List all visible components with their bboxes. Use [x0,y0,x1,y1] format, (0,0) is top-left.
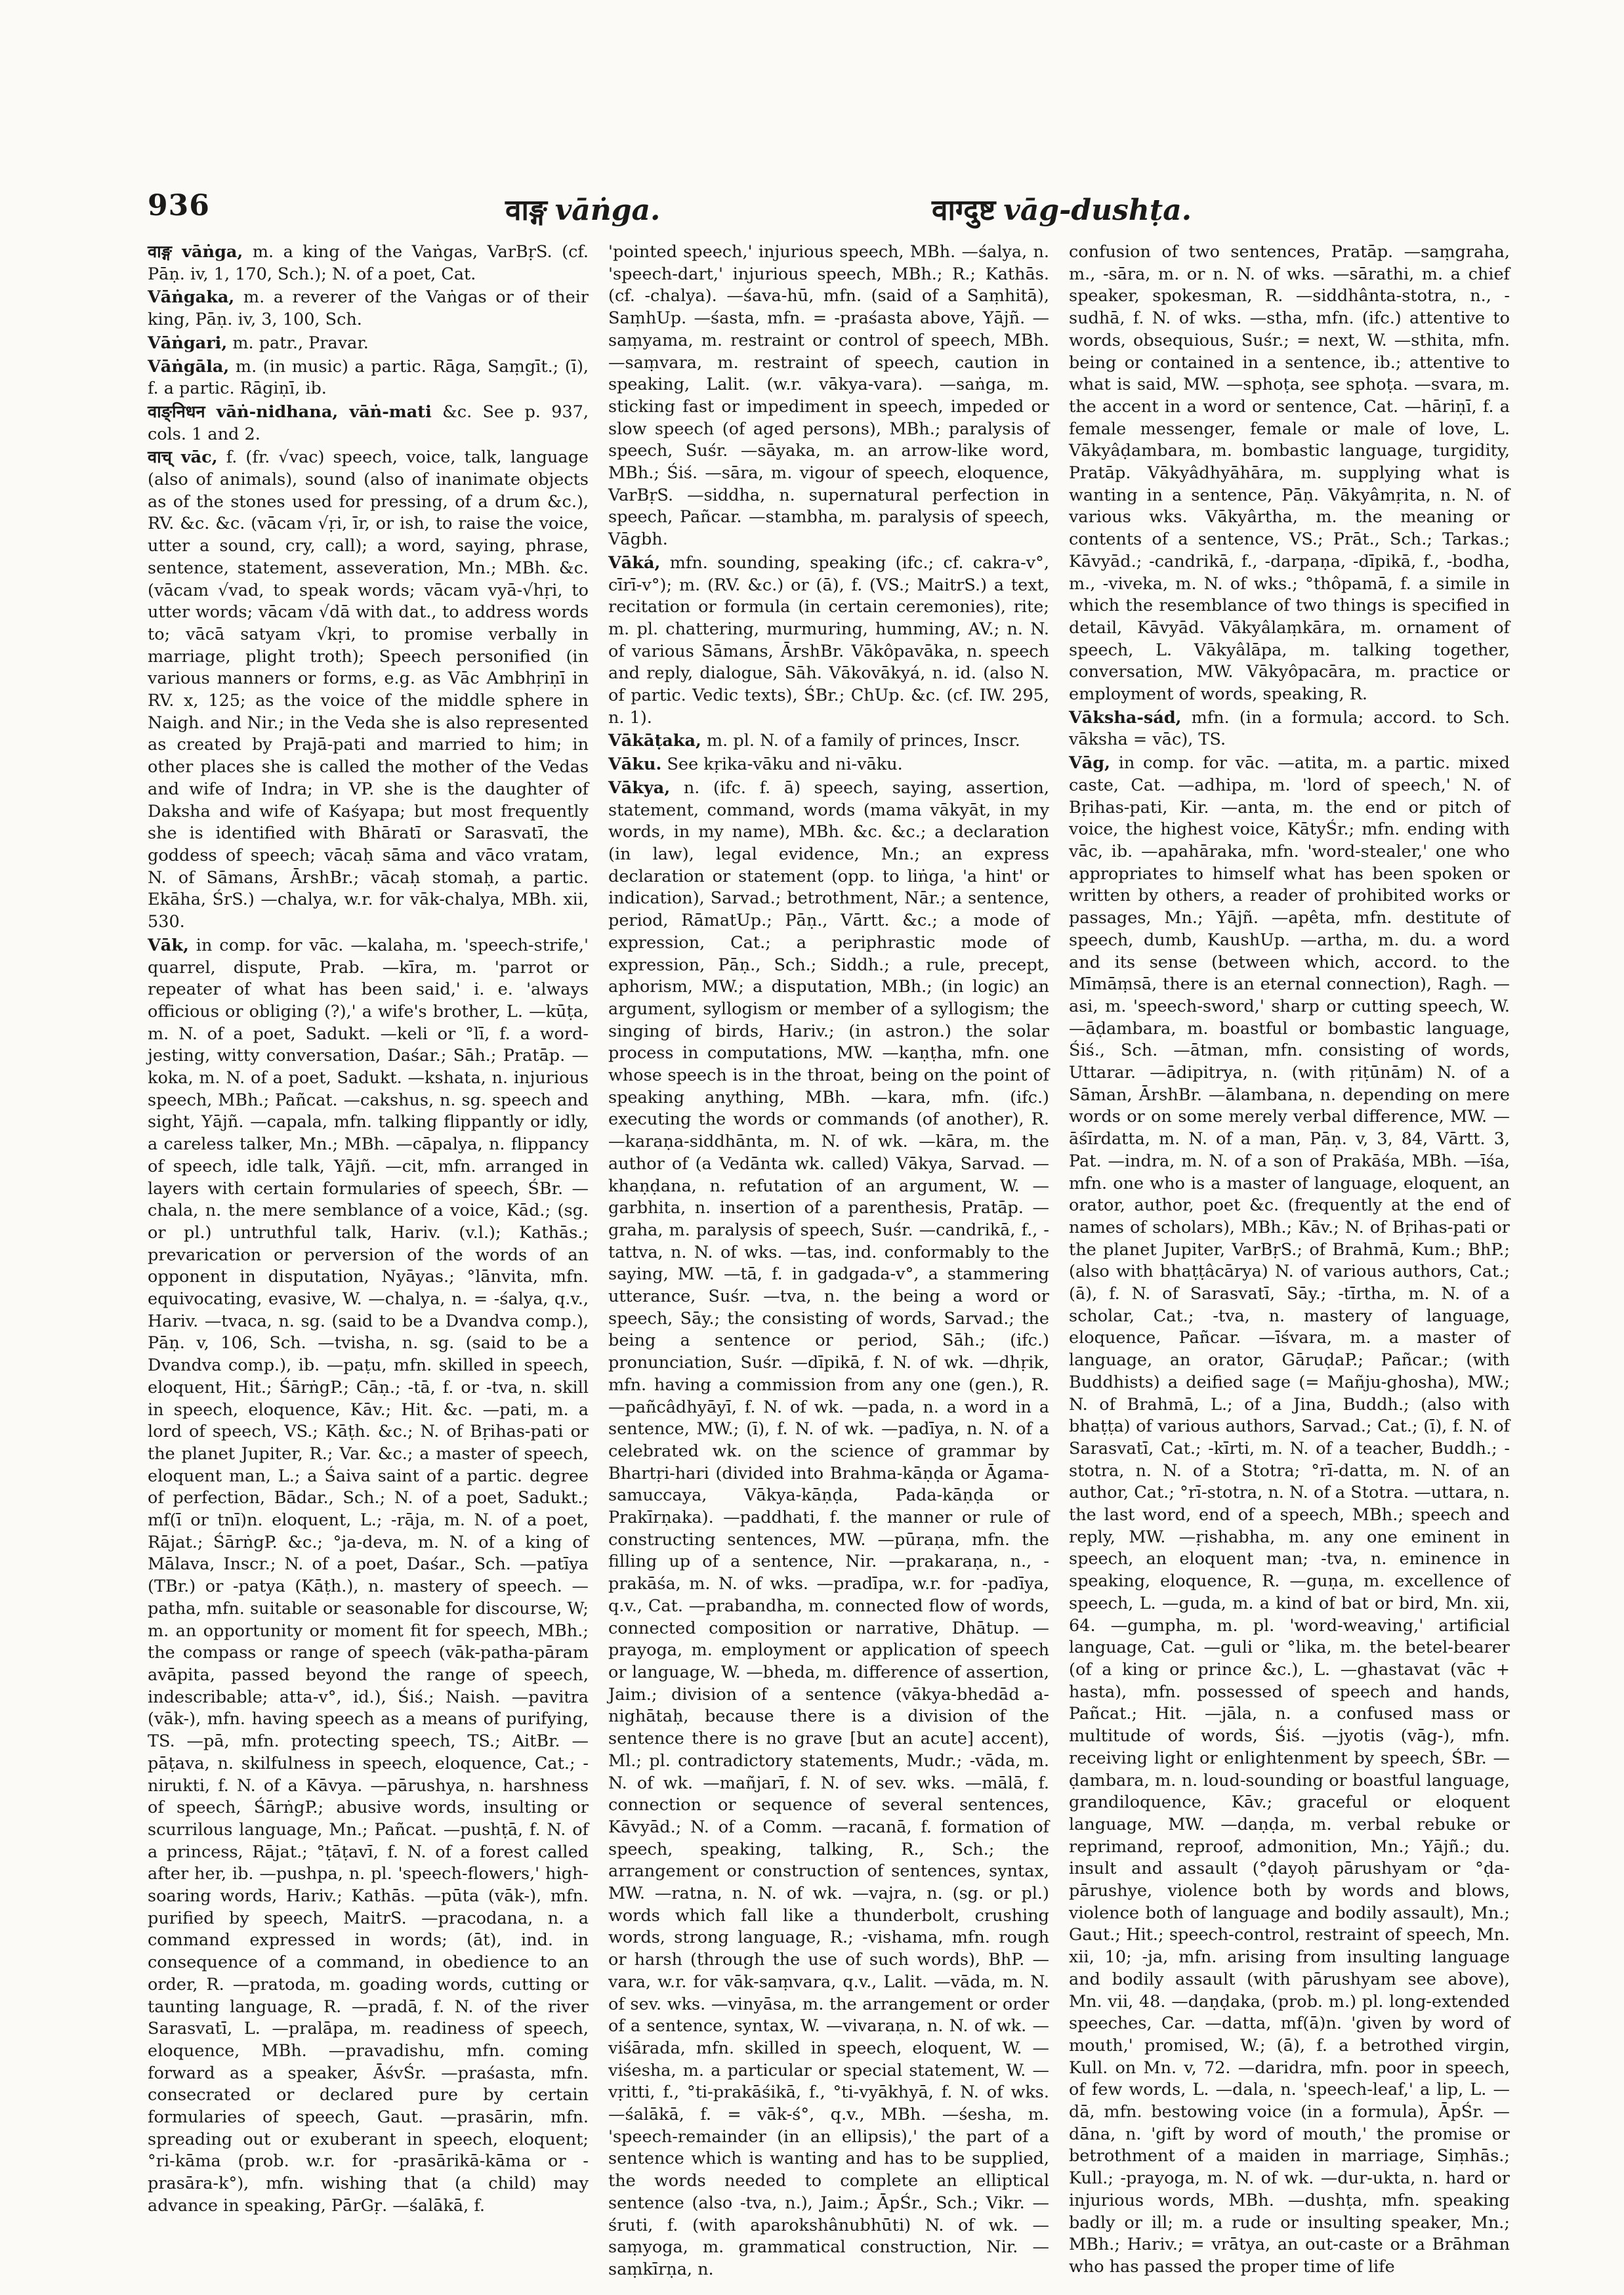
entry-headword: Vāg, [1069,753,1111,774]
entry-definition: 'pointed speech,' injurious speech, MBh. —śalya, n. 'speech-dart,' injurious speech, MBh.; R.; Kathās. (cf. -chalya). —śava-hū, mfn. (said of a Saṃhitā), SaṃhUp. —śasta, mfn. = -praśasta above, Yājñ. —saṃyama, m. restraint or control of speech, MBh. —saṃvara, m. restraint of speech, caution in speaking, Lalit. (w.r. vākya-vara). —saṅga, m. sticking fast or impediment in speech, impeded or slow speech (of aged persons), MBh.; paralysis of speech, Suśr. —sāyaka, m. an arrow-like word, MBh.; Śiś. —sāra, m. vigour of speech, eloquence, VarBṛS. —siddha, n. supernatural perfection in speech, Pañcar. —stambha, m. paralysis of speech, Vāgbh. [608,242,1049,550]
entry-definition: mfn. sounding, speaking (ifc.; cf. cakra-v°, cīrī-v°); m. (RV. &c.) or (ā), f. (VS.; MaitrS.) a text, recitation or formula (in certain ceremonies), rite; m. pl. chattering, murmuring, humming, AV.; n. N. of various Sāmans, ĀrshBr. Vākôpavāka, n. speech and reply, dialogue, Sāh. Vākovākyá, n. id. (also N. of partic. Vedic texts), ŚBr.; ChUp. &c. (cf. IW. 295, n. 1). [608,552,1049,728]
dictionary-entry [608,754,1049,776]
entry-definition: See kṛika-vāku and ni-vāku. [667,755,903,775]
left-headword-transliteration: vāṅga. [554,194,661,227]
entry-headword: Vāṅgaka, [148,287,235,308]
entry-definition: m. (in music) a partic. Rāga, Saṃgīt.; (ī), f. a partic. Rāgiṇī, ib. [148,356,589,399]
dictionary-entry [608,730,1049,753]
dictionary-entry [148,935,589,2218]
entry-definition: mfn. (in a formula; accord. to Sch. vāksha = vāc), TS. [1069,707,1510,750]
entry-definition: n. (ifc. f. ā) speech, saying, assertion, statement, command, words (mama vākyāt, in my words, in my name), MBh. &c. &c.; a declaration (in law), legal evidence, Mn.; an express declaration or statement (opp. to liṅga, 'a hint' or indication), Sarvad.; betrothment, Nār.; a sentence, period, RāmatUp.; Pāṇ., Vārtt. &c.; a mode of expression, Cat.; a periphrastic mode of expression, Pāṇ., Sch.; Siddh.; a rule, precept, aphorism, MW.; a disputation, MBh.; (in logic) an argument, syllogism or member of a syllogism; the singing of birds, Hariv.; (in astron.) the solar process in computations, MW. —kaṇṭha, mfn. one whose speech is in the throat, being on the point of speaking anything, MBh. —kara, mfn. (ifc.) executing the words or commands (of another), R. —karaṇa-siddhānta, m. N. of wk. —kāra, m. the author of (a Vedānta wk. called) Vākya, Sarvad. —khaṇḍana, n. refutation of an argument, W. —garbhita, n. insertion of a parenthesis, Pratāp. —graha, m. paralysis of speech, Suśr. —candrikā, f., -tattva, n. N. of wks. —tas, ind. conformably to the saying, MW. —tā, f. in gadgada-v°, a stammering utterance, Suśr. —tva, n. the being a word or speech, Sāy.; the consisting of words, Sarvad.; the being a sentence or period, Sāh.; (ifc.) pronunciation, Suśr. —dīpikā, f. N. of wk. —dhṛik, mfn. having a commission from any one (gen.), R. —pañcâdhyāyī, f. N. of wk. —pada, n. a word in a sentence, MW.; (ī), f. N. of wk. —padīya, n. N. of a celebrated wk. on the science of grammar by Bhartṛi-hari (divided into Brahma-kāṇḍa or Āgama-samuccaya, Vākya-kāṇḍa, Pada-kāṇḍa or Prakīrṇaka). —paddhati, f. the manner or rule of constructing sentences, MW. —pūraṇa, mfn. the filling up of a sentence, Nir. —prakaraṇa, n., -prakāśa, m. N. of wks. —pradīpa, w.r. for -padīya, q.v., Cat. —prabandha, m. connected flow of words, connected composition or narrative, Dhātup. —prayoga, m. employment or application of speech or language, W. —bheda, m. difference of assertion, Jaim.; division of a sentence (vākya-bhedād a-nighātaḥ, because there is a division of the sentence there is no grave [but an acute] accent), Ml.; pl. contradictory statements, Mudr.; -vāda, m. N. of wk. —mañjarī, f. N. of sev. wks. —mālā, f. connection or sequence of several sentences, Kāvyād.; N. of a Comm. —racanā, f. formation of speech, speaking, talking, R., Sch.; the arrangement or construction of sentences, syntax, MW. —ratna, n. N. of wk. —vajra, n. (sg. or pl.) words which fall like a thunderbolt, crushing words, strong language, R.; -vishama, mfn. rough or harsh (through the use of such words), BhP. —vara, w.r. for vāk-saṃvara, q.v., Lalit. —vāda, m. N. of sev. wks. —vinyāsa, m. the arrangement or order of a sentence, syntax, W. —vivaraṇa, n. N. of wk. —viśārada, mfn. skilled in speech, eloquent, W. —viśesha, m. a particular or special statement, W. —vṛitti, f., °ti-prakāśikā, f., °ti-vyākhyā, f. N. of wks. —śalākā, f. = vāk-ś°, q.v., MBh. —śesha, m. 'speech-remainder (in an ellipsis),' the part of a sentence which is wanting and has to be supplied, the words needed to complete an elliptical sentence (also -tva, n.), Jaim.; ĀpŚr., Sch.; Vikr. —śruti, f. (with aparokshânubhūti) N. of wk. —saṃyoga, m. grammatical construction, Nir. —saṃkīrṇa, n. [608,777,1049,2279]
dictionary-entry [148,356,589,400]
dictionary-column-3 [1069,241,1510,2277]
dictionary-entry [1069,241,1510,706]
dictionary-entry [608,552,1049,730]
left-running-headword [505,189,660,228]
dictionary-column-1 [148,241,589,2216]
entry-definition: in comp. for vāc. —atita, m. a partic. mixed caste, Cat. —adhipa, m. 'lord of speech,' N. of Bṛihas-pati, Kir. —anta, m. the end or pitch of voice, the highest voice, KātyŚr.; mfn. ending with vāc, ib. —apahāraka, mfn. 'word-stealer,' one who appropriates to himself what has been spoken or written by others, a reader of prohibited works or passages, Mn.; Yājñ. —apêta, mfn. destitute of speech, dumb, KaushUp. —artha, m. du. a word and its sense (between which, accord. to the Mīmāṃsā, there is an eternal connection), Ragh. —asi, m. 'speech-sword,' sharp or cutting speech, W. —āḍambara, m. boastful or bombastic language, Śiś., Sch. —ātman, mfn. consisting of words, Uttarar. —ādipitrya, n. (with ṛiṭūnām) N. of a Sāman, ĀrshBr. —ālambana, n. depending on mere words or on some merely verbal difference, MW. —āśīrdatta, m. N. of a man, Pāṇ. v, 3, 84, Vārtt. 3, Pat. —indra, m. N. of a son of Prakāśa, MBh. —īśa, mfn. one who is a master of language, eloquent, an orator, author, poet &c. (frequently at the end of names of scholars), MBh.; Kāv.; N. of Bṛihas-pati or the planet Jupiter, VarBṛS.; of Brahmā, Kum.; BhP.; (also with bhaṭṭâcārya) N. of various authors, Cat.; (ā), f. N. of Sarasvatī, Sāy.; -tīrtha, m. N. of a scholar, Cat.; -tva, n. mastery of language, eloquence, Pañcar. —īśvara, m. a master of language, an orator, GāruḍaP.; Pañcar.; (with Buddhists) a deified sage (= Mañju-ghosha), MW.; N. of Brahmā, L.; of a Jina, Buddh.; (also with bhaṭṭa) of various authors, Sarvad.; Cat.; (ī), f. N. of Sarasvatī, Cat.; -kīrti, m. N. of a teacher, Buddh.; -stotra, n. N. of a Stotra; °rī-datta, m. N. of an author, Cat.; °rī-stotra, n. N. of a Stotra. —uttara, n. the last word, end of a speech, MBh.; speech and reply, MW. —ṛishabha, m. any one eminent in speech, an eloquent man; -tva, n. eminence in speaking, eloquence, R. —guṇa, m. excellence of speech, L. —guda, m. a kind of bat or bird, Mn. xii, 64. —gumpha, m. pl. 'word-weaving,' artificial language, Cat. —guli or °lika, m. the betel-bearer (of a king or prince &c.), L. —ghastavat (vāc + hasta), mfn. possessed of speech and hands, Pañcat.; Hit. —jāla, n. a confused mass or multitude of words, Śiś. —jyotis (vāg-), mfn. receiving light or enlightenment by speech, ŚBr. —ḍambara, m. n. loud-sounding or boastful language, grandiloquence, Kāv.; graceful or eloquent language, MW. —daṇḍa, m. verbal rebuke or reprimand, reproof, admonition, Mn.; Yājñ.; du. insult and assault (°ḍayoḥ pārushyam or °ḍa-pārushye, violence both by words and blows, violence both of language and bodily assault), Mn.; Gaut.; Hit.; speech-control, restraint of speech, Mn. xii, 10; -ja, mfn. arising from insulting language and bodily assault (with pārushyam see above), Mn. vii, 48. —daṇḍaka, (prob. m.) pl. long-extended speeches, Car. —datta, mf(ā)n. 'given by word of mouth,' promised, W.; (ā), f. a betrothed virgin, Kull. on Mn. v, 72. —daridra, mfn. poor in speech, of few words, L. —dala, n. 'speech-leaf,' a lip, L. —dā, mfn. bestowing voice (in a formula), ĀpŚr. —dāna, n. 'gift by word of mouth,' the promise or betrothment of a maiden in marriage, Siṃhās.; Kull.; -prayoga, m. N. of wk. —dur-ukta, n. hard or injurious words, MBh. —dushṭa, mfn. speaking badly or ill; m. a rude or insulting speaker, Mn.; MBh.; Hariv.; = vrātya, an out-caste or a Brāhman who has passed the proper time of life [1069,753,1510,2277]
dictionary-entry [1069,707,1510,751]
entry-definition: f. (fr. √vac) speech, voice, talk, language (also of animals), sound (also of inanimate objects as of the stones used for pressing, of a drum &c.), RV. &c. &c. (vācam √ṛi, īr, or ish, to raise the voice, utter a sound, cry, call); a word, saying, phrase, sentence, statement, asseveration, Mn.; MBh. &c. (vācam √vad, to speak words; vācam vyā-√hṛi, to utter words; vācam √dā with dat., to address words to; vācā satyam √kṛi, to promise verbally in marriage, plight troth); Speech personified (in various manners or forms, e.g. as Vāc Ambhṛiṇī in RV. x, 125; as the voice of the middle sphere in Naigh. and Nir.; in the Veda she is also represented as created by Prajā-pati and married to him; in other places she is called the mother of the Vedas and wife of Indra; in VP. she is the daughter of Daksha and wife of Kaśyapa; but most frequently she is identified with Bhāratī or Sarasvatī, the goddess of speech; vācaḥ sāma and vāco vratam, N. of Sāmans, ĀrshBr.; vācaḥ stomaḥ, a partic. Ekāha, ŚrS.) —chalya, w.r. for vāk-chalya, MBh. xii, 530. [148,447,589,932]
entry-headword: Vāká, [608,552,661,573]
entry-definition: in comp. for vāc. —kalaha, m. 'speech-strife,' quarrel, dispute, Prab. —kīra, m. 'parrot or repeater of what has been said,' i. e. 'always officious or obliging (?),' a wife's brother, L. —kūṭa, m. N. of a poet, Sadukt. —keli or °lī, f. a word-jesting, witty conversation, Daśar.; Sāh.; Pratāp. —koka, m. N. of a poet, Sadukt. —kshata, n. injurious speech, MBh.; Pañcat. —cakshus, n. sg. speech and sight, Yājñ. —capala, mfn. talking flippantly or idly, a careless talker, Mn.; MBh. —cāpalya, n. flippancy of speech, idle talk, Yājñ. —cit, mfn. arranged in layers with certain formularies of speech, ŚBr. —chala, n. the mere semblance of a voice, Kād.; (sg. or pl.) untruthful talk, Hariv. (v.l.); Kathās.; prevarication or perversion of the words of an opponent in disputation, Nyāyas.; °lānvita, mfn. equivocating, evasive, W. —chalya, n. = -śalya, q.v., Hariv. —tvaca, n. sg. (said to be a Dvandva comp.), Pāṇ. v, 106, Sch. —tvisha, n. sg. (said to be a Dvandva comp.), ib. —paṭu, mfn. skilled in speech, eloquent, Hit.; ŚārṅgP.; Cāṇ.; -tā, f. or -tva, n. skill in speech, eloquence, Kāv.; Hit. &c. —pati, m. a lord of speech, VS.; Kāṭh. &c.; N. of Bṛihas-pati or the planet Jupiter, R.; Var. &c.; a master of speech, eloquent man, L.; a Śaiva saint of a partic. degree of perfection, Bādar., Sch.; N. of a poet, Sadukt.; mf(ī or tnī)n. eloquent, L.; -rāja, m. N. of a poet, Rājat.; ŚārṅgP. &c.; °ja-deva, m. N. of a king of Mālava, Inscr.; N. of a poet, Daśar., Sch. —patīya (TBr.) or -patya (Kāṭh.), n. mastery of speech. —patha, mfn. suitable or seasonable for discourse, W; m. an opportunity or moment fit for speech, MBh.; the compass or range of speech (vāk-patha-pāram avāpita, passed beyond the range of speech, indescribable; atta-v°, id.), Śiś.; Naish. —pavitra (vāk-), mfn. having speech as a means of purifying, TS. —pā, mfn. protecting speech, TS.; AitBr. —pāṭava, n. skilfulness in speech, eloquence, Cat.; -nirukti, f. N. of a Kāvya. —pārushya, n. harshness of speech, ŚārṅgP.; abusive words, insulting or scurrilous language, Mn.; Pañcat. —pushṭā, f. N. of a princess, Rājat.; °ṭāṭavī, f. N. of a forest called after her, ib. —pushpa, n. pl. 'speech-flowers,' high-soaring words, Hariv.; Kathās. —pūta (vāk-), mfn. purified by speech, MaitrS. —pracodana, n. a command expressed in words; (āt), ind. in consequence of a command, in obedience to an order, R. —pratoda, m. goading words, cutting or taunting language, R. —pradā, f. N. of the river Sarasvatī, L. —pralāpa, m. readiness of speech, eloquence, MBh. —pravadishu, mfn. coming forward as a speaker, ĀśvŚr. —praśasta, mfn. consecrated or declared pure by certain formularies of speech, Gaut. —prasārin, mfn. spreading out or exuberant in speech, eloquent; °ri-kāma (prob. w.r. for -prasārikā-kāma or -prasāra-k°), mfn. wishing that (a child) may advance in speaking, PārGṛ. —śalākā, f. [148,935,589,2216]
dictionary-entry [148,402,589,445]
entry-definition: &c. See p. 937, cols. 1 and 2. [148,402,589,444]
dictionary-entry [148,447,589,933]
entry-headword: Vākāṭaka, [608,731,701,751]
dictionary-entry [608,241,1049,551]
page-number: 936 [148,189,210,222]
dictionary-entry [608,777,1049,2281]
right-headword-devanagari: वाग्दुष्ट [932,194,996,227]
entry-headword: वाङ्निधन vāṅ-nidhana, vāṅ-mati [148,402,432,422]
dictionary-column-2 [608,241,1049,2279]
entry-headword: वाङ्ग vāṅga, [148,242,243,262]
dictionary-entry [148,333,589,355]
entry-headword: Vāksha-sád, [1069,707,1182,728]
entry-definition: m. patr., Pravar. [232,333,369,353]
entry-headword: Vāku. [608,755,662,775]
entry-definition: m. a king of the Vaṅgas, VarBṛS. (cf. Pāṇ. iv, 1, 170, Sch.); N. of a poet, Cat. [148,242,589,284]
entry-definition: m. a reverer of the Vaṅgas or of their king, Pāṇ. iv, 3, 100, Sch. [148,287,589,330]
entry-headword: Vāk, [148,935,189,955]
dictionary-entry [148,287,589,331]
right-running-headword [932,189,1192,228]
entry-headword: Vāṅgari, [148,333,228,353]
entry-headword: वाच् vāc, [148,447,218,468]
right-headword-transliteration: vāg-dushṭa. [1003,194,1192,227]
entry-headword: Vāṅgāla, [148,356,230,377]
entry-headword: Vākya, [608,777,671,798]
entry-definition: m. pl. N. of a family of princes, Inscr. [706,731,1020,751]
dictionary-entry [1069,753,1510,2279]
left-headword-devanagari: वाङ्ग [505,194,547,227]
dictionary-entry [148,241,589,285]
entry-definition: confusion of two sentences, Pratāp. —saṃgraha, m., -sāra, m. or n. N. of wks. —sārathi, m. a chief speaker, spokesman, R. —siddhânta-stotra, n., -sudhā, f. N. of wks. —stha, mfn. (ifc.) attentive to words, obsequious, Suśr.; = next, W. —sthita, mfn. being or contained in a sentence, ib.; attentive to what is said, MW. —sphoṭa, see sphoṭa. —svara, m. the accent in a word or sentence, Cat. —hāriṇī, f. a female messenger, female or male of love, L. Vākyâḍambara, m. bombastic language, turgidity, Pratāp. Vākyâdhyāhāra, m. supplying what is wanting in a sentence, Pāṇ. Vākyâmṛita, n. N. of various wks. Vākyârtha, m. the meaning or contents of a sentence, VS.; Prāt., Sch.; Tarkas.; Kāvyād.; -candrikā, f., -darpaṇa, -dīpikā, f., -bodha, m., -viveka, m. N. of wks.; °thôpamā, f. a simile in which the resemblance of two things is specified in detail, Kāvyād. Vākyâlaṃkāra, m. ornament of speech, L. Vākyâlāpa, m. talking together, conversation, MW. Vākyôpacāra, m. practice or employment of words, speaking, R. [1069,242,1510,705]
